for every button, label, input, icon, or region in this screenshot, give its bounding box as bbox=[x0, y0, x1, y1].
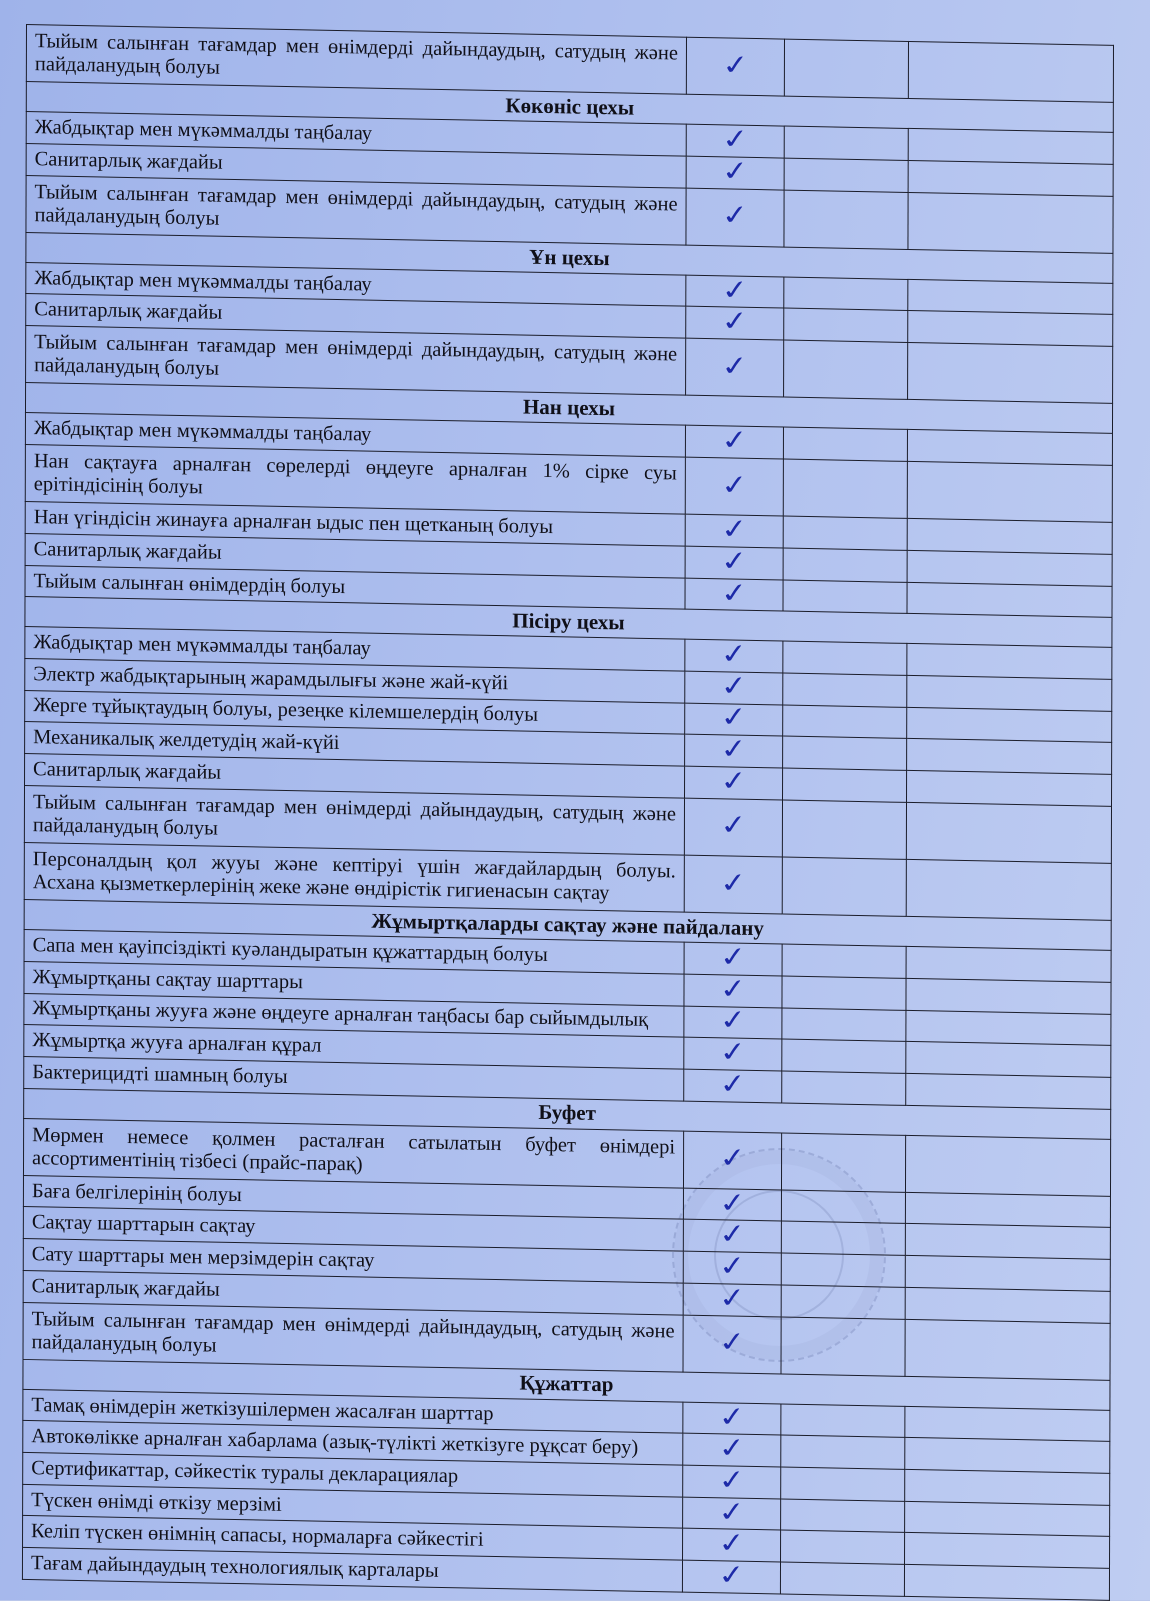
handwritten-check-icon: ✓ bbox=[718, 576, 750, 610]
note-cell bbox=[905, 1469, 1110, 1505]
note-cell bbox=[907, 582, 1112, 618]
checklist-item-text: Сақтау шарттарын сақтау bbox=[23, 1207, 683, 1251]
compliance-no-cell bbox=[783, 673, 907, 707]
compliance-yes-cell bbox=[684, 942, 782, 976]
note-cell bbox=[905, 1287, 1110, 1323]
handwritten-check-icon: ✓ bbox=[717, 809, 749, 843]
checklist-item-text: Тыйым салынған тағамдар мен өнімдерді дайындаудың, сатудың және пайдаланудың болуы bbox=[24, 785, 684, 855]
checklist-item-text: Түскен өнімді өткізу мерзімі bbox=[23, 1484, 683, 1528]
checklist-item-text: Тыйым салынған тағамдар мен өнімдерді дайындаудың, сатудың және пайдаланудың болуы bbox=[23, 1302, 683, 1372]
checklist-item-text: Сату шарттары мен мерзімдерін сақтау bbox=[23, 1239, 683, 1283]
checklist-item-text: Санитарлық жағдайы bbox=[23, 1270, 683, 1314]
note-cell bbox=[905, 1319, 1110, 1380]
compliance-no-cell bbox=[781, 1133, 905, 1193]
compliance-yes-cell bbox=[685, 734, 783, 768]
handwritten-check-icon: ✓ bbox=[717, 972, 749, 1006]
compliance-yes-cell bbox=[685, 457, 783, 516]
compliance-yes-cell bbox=[685, 425, 783, 459]
section-title: Ұн цехы bbox=[26, 232, 1113, 283]
handwritten-check-icon: ✓ bbox=[719, 123, 751, 157]
note-cell bbox=[906, 947, 1111, 983]
compliance-no-cell bbox=[782, 1071, 906, 1105]
checklist-item-text: Келіп түскен өнімнің сапасы, нормаларға сәйкестігі bbox=[23, 1516, 683, 1560]
checklist-item-text: Тыйым салынған тағамдар мен өнімдерді дайындаудың, сатудың және пайдаланудың болуы bbox=[26, 326, 686, 396]
note-cell bbox=[907, 707, 1112, 743]
compliance-no-cell bbox=[781, 1530, 905, 1564]
note-cell bbox=[906, 859, 1111, 920]
note-cell bbox=[906, 1010, 1111, 1046]
checklist-item-text: Электр жабдықтарының жарамдылығы және жай-күйі bbox=[25, 658, 685, 702]
compliance-yes-cell bbox=[683, 1434, 781, 1468]
compliance-no-cell bbox=[781, 1221, 905, 1255]
compliance-yes-cell bbox=[686, 156, 784, 190]
note-cell bbox=[907, 461, 1112, 522]
handwritten-check-icon: ✓ bbox=[719, 199, 751, 233]
checklist-item-text: Жерге тұйықтаудың болуы, резеңке кілемшелердің болуы bbox=[25, 690, 685, 734]
note-cell bbox=[906, 802, 1111, 863]
compliance-yes-cell bbox=[686, 37, 784, 96]
checklist-item-text: Механикалық желдетудің жай-күйі bbox=[25, 722, 685, 766]
handwritten-check-icon: ✓ bbox=[717, 941, 749, 975]
handwritten-check-icon: ✓ bbox=[718, 701, 750, 735]
handwritten-check-icon: ✓ bbox=[717, 1004, 749, 1038]
handwritten-check-icon: ✓ bbox=[717, 733, 750, 767]
note-cell bbox=[906, 1073, 1111, 1109]
compliance-yes-cell bbox=[683, 1497, 781, 1531]
compliance-yes-cell bbox=[683, 1283, 781, 1317]
compliance-no-cell bbox=[782, 800, 906, 860]
checklist-item-text: Санитарлық жағдайы bbox=[25, 533, 685, 577]
checklist-item-text: Бактерицидті шамның болуы bbox=[24, 1056, 684, 1100]
compliance-no-cell bbox=[784, 277, 908, 311]
note-cell bbox=[908, 41, 1113, 102]
note-cell bbox=[907, 770, 1112, 806]
compliance-no-cell bbox=[783, 705, 907, 739]
compliance-yes-cell bbox=[684, 798, 782, 857]
note-cell bbox=[905, 1135, 1110, 1196]
note-cell bbox=[908, 343, 1113, 404]
handwritten-check-icon: ✓ bbox=[716, 1142, 749, 1176]
compliance-yes-cell bbox=[683, 1251, 781, 1285]
compliance-yes-cell bbox=[684, 974, 782, 1008]
note-cell bbox=[905, 1256, 1110, 1292]
checklist-item-text: Тыйым салынған өнімдердің болуы bbox=[25, 565, 685, 609]
compliance-yes-cell bbox=[685, 514, 783, 548]
checklist-item-text: Санитарлық жағдайы bbox=[26, 143, 686, 187]
note-cell bbox=[908, 192, 1113, 253]
compliance-yes-cell bbox=[683, 1529, 781, 1563]
note-cell bbox=[905, 1438, 1110, 1474]
compliance-no-cell bbox=[781, 1285, 905, 1319]
checklist-item-text: Мөрмен немесе қолмен расталған сатылатын буфет өнімдері ассортиментінің тізбесі (прайс-парақ) bbox=[23, 1118, 683, 1188]
checklist-item-text: Персоналдың қол жууы және кептіруі үшін жағдайлардың болуы. Асхана қызметкерлерінің жеке және өндірістік гигиенасын сақтау bbox=[24, 842, 684, 912]
compliance-no-cell bbox=[781, 1190, 905, 1224]
checklist-item-text: Тыйым салынған тағамдар мен өнімдерді дайындаудың, сатудың және пайдаланудың болуы bbox=[26, 25, 686, 95]
note-cell bbox=[908, 129, 1113, 165]
checklist-item-text: Автокөлікке арналған хабарлама (азық-түлікті жеткізуге рұқсат беру) bbox=[23, 1421, 683, 1465]
compliance-no-cell bbox=[784, 190, 908, 250]
handwritten-check-icon: ✓ bbox=[719, 305, 751, 339]
compliance-no-cell bbox=[781, 1435, 905, 1469]
handwritten-check-icon: ✓ bbox=[717, 1036, 749, 1070]
note-cell bbox=[907, 550, 1112, 586]
handwritten-check-icon: ✓ bbox=[716, 1186, 748, 1220]
handwritten-check-icon: ✓ bbox=[717, 764, 749, 798]
handwritten-check-icon: ✓ bbox=[718, 638, 750, 672]
compliance-no-cell bbox=[782, 944, 906, 978]
note-cell bbox=[905, 1533, 1110, 1569]
note-cell bbox=[907, 430, 1112, 466]
checklist-item-text: Баға белгілерінің болуы bbox=[23, 1175, 683, 1219]
compliance-no-cell bbox=[784, 126, 908, 160]
compliance-no-cell bbox=[783, 768, 907, 802]
compliance-no-cell bbox=[784, 340, 908, 400]
handwritten-check-icon: ✓ bbox=[716, 1432, 748, 1466]
handwritten-check-icon: ✓ bbox=[718, 544, 750, 578]
compliance-yes-cell bbox=[683, 1220, 781, 1254]
checklist-item-text: Сапа мен қауіпсіздікті куәландыратын құжаттардың болуы bbox=[24, 930, 684, 974]
compliance-yes-cell bbox=[682, 1560, 780, 1594]
checklist-item-text: Жабдықтар мен мүкәммалды таңбалау bbox=[25, 627, 685, 671]
checklist-item-text: Нан сақтауға арналған сөрелерді өңдеуге арналған 1% сірке суы ерітіндісінің болуы bbox=[25, 444, 685, 514]
compliance-yes-cell bbox=[685, 766, 783, 800]
compliance-no-cell bbox=[783, 459, 907, 519]
handwritten-check-icon: ✓ bbox=[719, 154, 751, 188]
compliance-no-cell bbox=[784, 39, 908, 99]
handwritten-check-icon: ✓ bbox=[716, 1400, 748, 1434]
note-cell bbox=[907, 519, 1112, 555]
compliance-no-cell bbox=[780, 1562, 904, 1596]
compliance-yes-cell bbox=[683, 1131, 781, 1190]
compliance-no-cell bbox=[782, 857, 906, 917]
handwritten-check-icon: ✓ bbox=[718, 349, 751, 383]
compliance-yes-cell bbox=[684, 1006, 782, 1040]
compliance-yes-cell bbox=[686, 338, 784, 397]
compliance-yes-cell bbox=[684, 1069, 782, 1103]
note-cell bbox=[906, 978, 1111, 1014]
compliance-yes-cell bbox=[683, 1402, 781, 1436]
checklist-body bbox=[22, 25, 1113, 1601]
compliance-yes-cell bbox=[685, 703, 783, 737]
note-cell bbox=[905, 1192, 1110, 1228]
compliance-yes-cell bbox=[683, 1188, 781, 1222]
handwritten-check-icon: ✓ bbox=[718, 669, 750, 703]
section-title: Көкөніс цехы bbox=[26, 82, 1113, 133]
compliance-no-cell bbox=[783, 580, 907, 614]
checklist-item-text: Тыйым салынған тағамдар мен өнімдерді дайындаудың, сатудың және пайдаланудың болуы bbox=[26, 175, 686, 245]
section-title: Пісіру цехы bbox=[25, 597, 1112, 648]
compliance-no-cell bbox=[783, 516, 907, 550]
compliance-no-cell bbox=[781, 1317, 905, 1377]
checklist-item-text: Жұмыртқа жууға арналған құрал bbox=[24, 1025, 684, 1069]
note-cell bbox=[904, 1565, 1109, 1601]
section-title: Нан цехы bbox=[25, 383, 1112, 434]
checklist-item-text: Нан үгіндісін жинауға арналған ыдыс пен щетканың болуы bbox=[25, 502, 685, 546]
handwritten-check-icon: ✓ bbox=[718, 424, 750, 458]
handwritten-check-icon: ✓ bbox=[716, 1250, 748, 1284]
compliance-yes-cell bbox=[683, 1465, 781, 1499]
handwritten-check-icon: ✓ bbox=[715, 1527, 747, 1561]
compliance-no-cell bbox=[783, 641, 907, 675]
compliance-no-cell bbox=[781, 1253, 905, 1287]
compliance-no-cell bbox=[783, 548, 907, 582]
compliance-yes-cell bbox=[683, 1315, 781, 1374]
compliance-yes-cell bbox=[686, 275, 784, 309]
note-cell bbox=[905, 1501, 1110, 1537]
compliance-yes-cell bbox=[684, 1037, 782, 1071]
checklist-item-text: Жабдықтар мен мүкәммалды таңбалау bbox=[26, 112, 686, 156]
note-cell bbox=[905, 1224, 1110, 1260]
compliance-no-cell bbox=[783, 736, 907, 770]
checklist-item-text: Санитарлық жағдайы bbox=[26, 294, 686, 338]
handwritten-check-icon: ✓ bbox=[716, 1326, 748, 1360]
compliance-no-cell bbox=[781, 1404, 905, 1438]
handwritten-check-icon: ✓ bbox=[716, 1218, 748, 1252]
inspection-checklist-table bbox=[22, 24, 1114, 1601]
checklist-item-text: Жұмыртқаны сақтау шарттары bbox=[24, 961, 684, 1005]
handwritten-check-icon: ✓ bbox=[716, 1281, 748, 1315]
compliance-no-cell bbox=[781, 1499, 905, 1533]
handwritten-check-icon: ✓ bbox=[719, 273, 751, 307]
handwritten-check-icon: ✓ bbox=[718, 513, 750, 547]
compliance-yes-cell bbox=[686, 124, 784, 158]
compliance-no-cell bbox=[781, 1467, 905, 1501]
handwritten-check-icon: ✓ bbox=[716, 1463, 748, 1498]
section-title: Құжаттар bbox=[23, 1359, 1110, 1410]
handwritten-check-icon: ✓ bbox=[717, 866, 749, 900]
checklist-item-text: Жұмыртқаны жууға және өңдеуге арналған таңбасы бар сыйымдылық bbox=[24, 993, 684, 1037]
note-cell bbox=[907, 644, 1112, 680]
section-title: Жұмыртқаларды сақтау және пайдалану bbox=[24, 900, 1111, 951]
checklist-item-text: Тамақ өнімдерін жеткізушілермен жасалған шарттар bbox=[23, 1389, 683, 1433]
compliance-yes-cell bbox=[685, 639, 783, 673]
checklist-item-text: Жабдықтар мен мүкәммалды таңбалау bbox=[26, 262, 686, 306]
handwritten-check-icon: ✓ bbox=[719, 48, 751, 82]
handwritten-check-icon: ✓ bbox=[717, 1067, 749, 1101]
compliance-yes-cell bbox=[685, 546, 783, 580]
checklist-item-text: Тағам дайындаудың технологиялық карталары bbox=[22, 1548, 682, 1593]
checklist-item-text: Жабдықтар мен мүкәммалды таңбалау bbox=[25, 413, 685, 457]
note-cell bbox=[907, 739, 1112, 775]
handwritten-check-icon: ✓ bbox=[715, 1559, 747, 1593]
compliance-no-cell bbox=[784, 158, 908, 192]
note-cell bbox=[907, 675, 1112, 711]
compliance-yes-cell bbox=[685, 578, 783, 612]
compliance-no-cell bbox=[784, 308, 908, 342]
note-cell bbox=[906, 1042, 1111, 1078]
compliance-no-cell bbox=[783, 427, 907, 461]
handwritten-check-icon: ✓ bbox=[718, 468, 750, 502]
compliance-yes-cell bbox=[684, 855, 782, 914]
checklist-item-text: Сертификаттар, сәйкестік туралы декларациялар bbox=[23, 1453, 683, 1497]
compliance-no-cell bbox=[782, 1008, 906, 1042]
note-cell bbox=[905, 1406, 1110, 1442]
compliance-yes-cell bbox=[685, 671, 783, 705]
note-cell bbox=[908, 160, 1113, 196]
compliance-no-cell bbox=[782, 976, 906, 1010]
compliance-yes-cell bbox=[686, 307, 784, 341]
handwritten-check-icon: ✓ bbox=[715, 1495, 748, 1529]
compliance-yes-cell bbox=[686, 188, 784, 247]
compliance-no-cell bbox=[782, 1039, 906, 1073]
section-title: Буфет bbox=[24, 1088, 1111, 1139]
note-cell bbox=[908, 311, 1113, 347]
note-cell bbox=[908, 279, 1113, 315]
checklist-item-text: Санитарлық жағдайы bbox=[25, 753, 685, 797]
